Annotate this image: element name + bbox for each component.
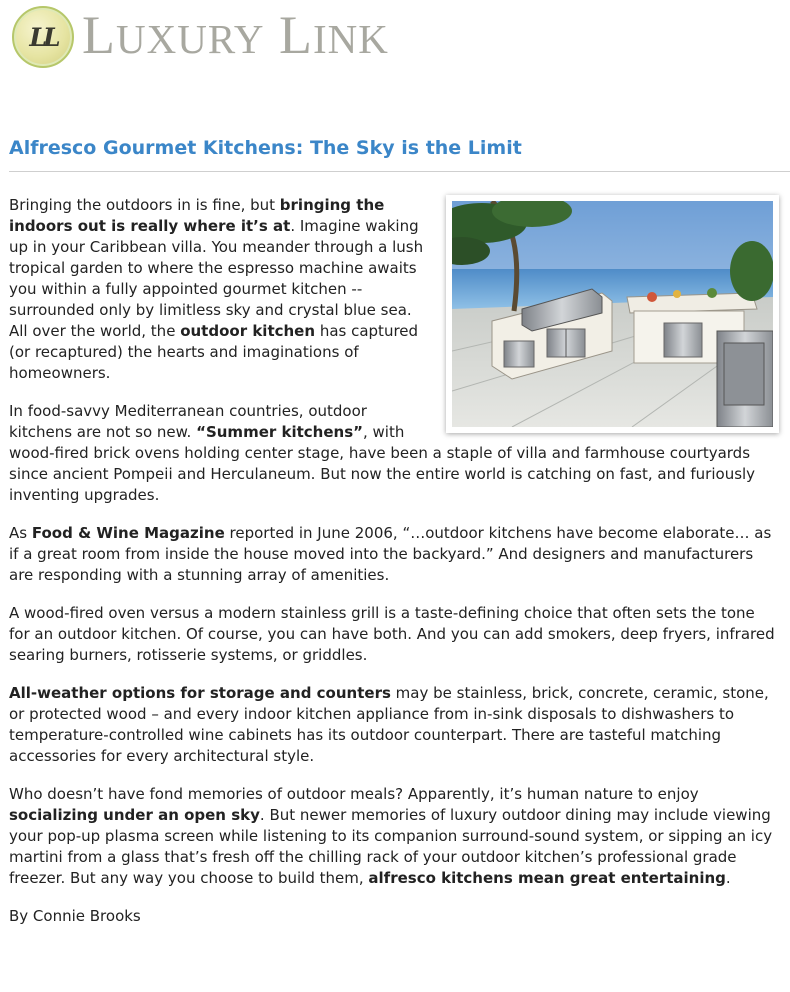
article-photo — [446, 195, 779, 433]
article-body — [9, 195, 779, 944]
p2-text-1: In food-savvy Mediterranean countries, outdoor kitchens are not so new. — [9, 402, 367, 441]
paragraph-5 — [9, 683, 779, 767]
paragraph-4: A wood-fired oven versus a modern stainless grill is a taste-defining choice that often sets the tone for an outdoor kitchen. Of course, you can have both. And you can add smokers, deep fryers, infrared searing burners, rotisserie systems, or griddles. — [9, 604, 775, 664]
logo-word2-rest: INK — [313, 16, 389, 62]
logo-word1-initial: L — [82, 5, 116, 65]
logo-wordmark — [82, 5, 389, 66]
outdoor-kitchen-photo-icon — [452, 201, 773, 427]
p2-bold-1: “Summer kitchens” — [196, 423, 363, 441]
p6-text-3: . — [725, 869, 731, 887]
logo-monogram: LL — [29, 22, 57, 52]
paragraph-6 — [9, 784, 779, 889]
logo-monogram-badge — [12, 6, 74, 68]
title-divider — [9, 171, 790, 172]
p3-text-1: As — [9, 524, 32, 542]
p1-text-3: has captured (or recaptured) the hearts and imaginations of homeowners. — [9, 322, 419, 382]
p6-bold-1: socializing under an open sky — [9, 806, 260, 824]
p2-text-2: , with wood-fired brick ovens holding center stage, have been a staple of villa and farmhouse courtyards since ancient Pompeii and Herculaneum. But now the entire world is catching on fast, and furiously inventing upgrades. — [9, 423, 756, 504]
logo-word2-initial: L — [279, 5, 314, 65]
p6-bold-2: alfresco kitchens mean great entertaining — [368, 869, 726, 887]
p6-text-1: Who doesn’t have fond memories of outdoor meals? Apparently, it’s human nature to enjoy — [9, 785, 699, 803]
logo-word1-rest: UXURY — [116, 16, 265, 62]
p1-text-1: Bringing the outdoors in is fine, but — [9, 196, 280, 214]
p6-text-2: . But newer memories of luxury outdoor dining may include viewing your pop-up plasma screen while listening to its companion surround-sound system, or sipping an icy martini from a glass that’s fresh off the chilling rack of your outdoor kitchen’s professional grade freezer. But any way you choose to build them, — [9, 806, 773, 887]
p1-bold-1: bringing the indoors out is really where it’s at — [9, 196, 385, 235]
article-title: Alfresco Gourmet Kitchens: The Sky is the Limit — [9, 137, 522, 159]
p1-bold-2: outdoor kitchen — [180, 322, 316, 340]
article-byline: By Connie Brooks — [9, 907, 141, 925]
p5-bold-1: All-weather options for storage and counters — [9, 684, 391, 702]
p3-text-2: reported in June 2006, “…outdoor kitchens have become elaborate… as if a great room from inside the house moved into the backyard.” And designers and manufacturers are responding with a stunning array of amenities. — [9, 524, 772, 584]
paragraph-3 — [9, 523, 779, 586]
p5-text-1: may be stainless, brick, concrete, ceramic, stone, or protected wood – and every indoor kitchen appliance from in-sink disposals to dishwashers to temperature-controlled wine cabinets has its outdoor counterpart. There are tasteful matching accessories for every architectural style. — [9, 684, 769, 765]
p1-text-2: . Imagine waking up in your Caribbean villa. You meander through a lush tropical garden to where the espresso machine awaits you within a fully appointed gourmet kitchen -- surrounded only by limitless sky and crystal blue sea. All over the world, the — [9, 217, 424, 340]
p3-bold-1: Food & Wine Magazine — [31, 524, 225, 542]
luxury-link-logo[interactable] — [12, 5, 389, 69]
